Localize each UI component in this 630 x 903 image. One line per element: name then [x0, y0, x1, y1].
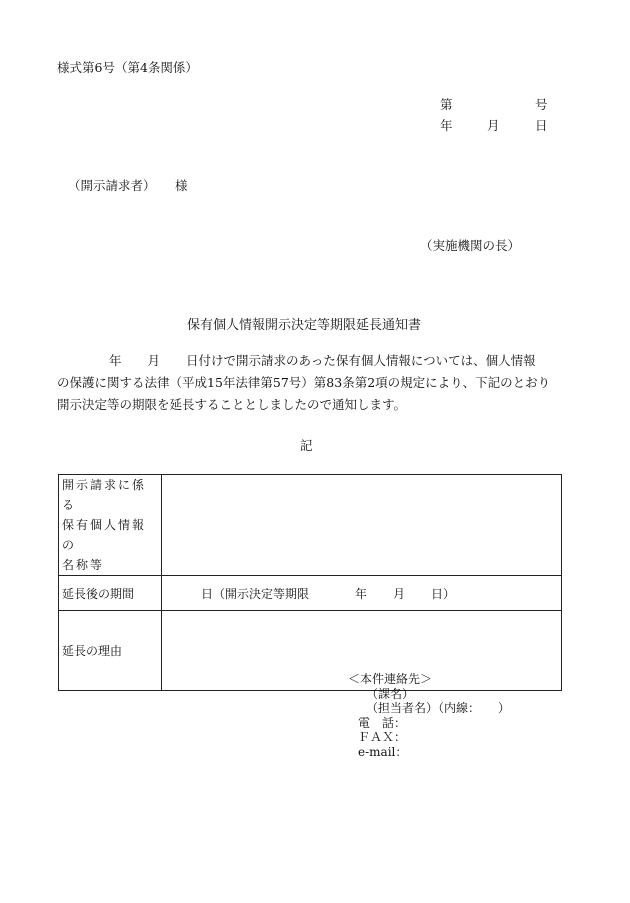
doc-number-prefix: 第 [440, 97, 453, 112]
period-year: 年 [355, 586, 368, 601]
date-month: 月 [487, 118, 500, 133]
contact-block [348, 672, 510, 759]
period-day-text: 日（開示決定等期限 [201, 586, 310, 601]
body-line-1-text: 日付けで開示請求のあった保有個人情報については、個人情報 [186, 353, 536, 368]
contact-person: （担当者名）（内線： ） [366, 701, 511, 715]
info-table [58, 474, 562, 691]
row-label-reason: 延長の理由 [59, 611, 162, 691]
date-year: 年 [440, 118, 453, 133]
row-value-info-name[interactable] [162, 475, 562, 576]
document-title: 保有個人情報開示決定等期限延長通知書 [187, 318, 422, 333]
contact-fax: ＦＡＸ： [358, 730, 407, 744]
form-number: 様式第6号（第4条関係） [57, 60, 198, 75]
contact-email: e-mail： [358, 744, 408, 759]
doc-number-suffix: 号 [535, 97, 548, 112]
addressee-honorific: 様 [175, 178, 188, 193]
period-month: 月 [393, 586, 406, 601]
body-line-3: 開示決定等の期限を延長することとしましたので通知します。 [57, 397, 407, 412]
row-label-extended-period: 延長後の期間 [59, 576, 162, 611]
date-day: 日 [535, 118, 548, 133]
period-end: 日） [431, 586, 456, 601]
row-value-extended-period[interactable] [162, 576, 562, 611]
body-line-2: の保護に関する法律（平成15年法律第57号）第83条第2項の規定により、下記のとおり [57, 375, 551, 390]
body-line-1 [57, 350, 562, 372]
sender-name: （実施機関の長） [420, 238, 521, 253]
addressee-name: （開示請求者） [68, 178, 156, 193]
contact-phone: 電 話： [358, 715, 407, 730]
contact-section: （課名） [366, 686, 415, 701]
table-row [59, 576, 562, 611]
contact-heading: ＜本件連絡先＞ [348, 672, 433, 686]
body-paragraph [57, 350, 562, 416]
body-year: 年 [109, 353, 122, 368]
ki-label: 記 [300, 438, 313, 453]
row-label-info-name: 開示請求に係る 保有個人情報の 名称等 [59, 475, 162, 576]
body-month: 月 [147, 353, 161, 368]
table-row [59, 475, 562, 576]
